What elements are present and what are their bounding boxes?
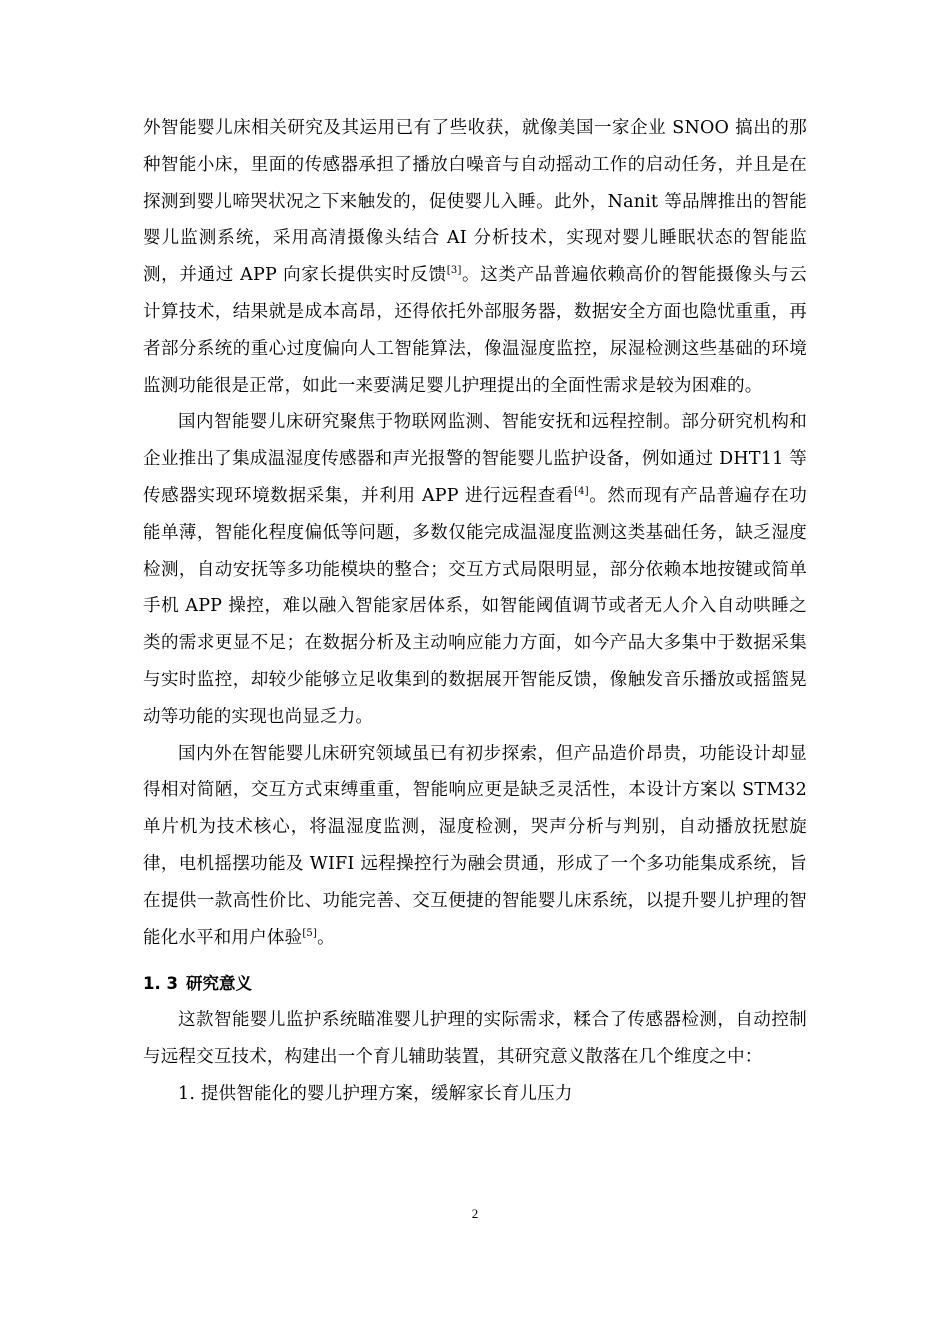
citation-3: [3] (446, 265, 462, 277)
section-heading (143, 966, 807, 1002)
paragraph-significance-intro (143, 1002, 807, 1076)
section-number: 1. 3 (143, 974, 178, 994)
paragraph-text: 。然而现有产品普遍存在功能单薄，智能化程度偏低等问题，多数仅能完成温湿度监测这类基础任务，缺乏湿度检测，自动安抚等多功能模块的整合；交互方式局限明显，部分依赖本地按键或简单手机 APP 操控，难以融入智能家居体系，如智能阈值调节或者无人介入自动哄睡之类的需求更显不足；在数据分析及主动响应能力方面，如今产品大多集中于数据采集与实时监控，却较少能够立足收集到的数据展开智能反馈，像触发音乐播放或摇篮晃动等功能的实现也尚显乏力。 (143, 485, 807, 727)
paragraph-overseas-research (143, 110, 807, 404)
list-item-significance-1 (143, 1076, 807, 1113)
paragraph-text: 国内智能婴儿床研究聚焦于物联网监测、智能安抚和远程控制。部分研究机构和企业推出了集成温湿度传感器和声光报警的智能婴儿监护设备，例如通过 DHT11 等传感器实现环境数据采集，并利用 APP 进行远程查看 (143, 412, 807, 506)
paragraph-text: 国内外在智能婴儿床研究领域虽已有初步探索，但产品造价昂贵，功能设计却显得相对简陋，交互方式束缚重重，智能响应更是缺乏灵活性，本设计方案以 STM32 单片机为技术核心，将温湿度监测，湿度检测，哭声分析与判别，自动播放抚慰旋律，电机摇摆功能及 WIFI 远程操控行为融会贯通，形成了一个多功能集成系统，旨在提供一款高性价比、功能完善、交互便捷的智能婴儿床系统，以提升婴儿护理的智能化水平和用户体验 (143, 743, 807, 948)
paragraph-design-summary (143, 736, 807, 957)
paragraph-domestic-research (143, 404, 807, 735)
paragraph-text: 1. 提供智能化的婴儿护理方案，缓解家长育儿压力 (178, 1083, 573, 1104)
section-title: 研究意义 (185, 974, 252, 994)
paragraph-text: 。 (317, 927, 335, 948)
paragraph-text: 。这类产品普遍依赖高价的智能摄像头与云计算技术，结果就是成本高昂，还得依托外部服务器，数据安全方面也隐忧重重，再者部分系统的重心过度偏向人工智能算法，像温湿度监控，尿湿检测这些基础的环境监测功能很是正常，如此一来要满足婴儿护理提出的全面性需求是较为困难的。 (143, 265, 807, 396)
citation-5: [5] (302, 927, 318, 939)
paragraph-text: 这款智能婴儿监护系统瞄准婴儿护理的实际需求，糅合了传感器检测，自动控制与远程交互技术，构建出一个育儿辅助装置，其研究意义散落在几个维度之中： (143, 1010, 807, 1068)
body-content (143, 110, 807, 1113)
paragraph-text: 外智能婴儿床相关研究及其运用已有了些收获，就像美国一家企业 SNOO 搞出的那种智能小床，里面的传感器承担了播放白噪音与自动摇动工作的启动任务，并且是在探测到婴儿啼哭状况之下来触发的，促使婴儿入睡。此外，Nanit 等品牌推出的智能婴儿监测系统，采用高清摄像头结合 AI 分析技术，实现对婴儿睡眠状态的智能监测，并通过 APP 向家长提供实时反馈 (143, 118, 807, 286)
citation-4: [4] (574, 486, 589, 498)
page-number: 2 (471, 1206, 479, 1221)
